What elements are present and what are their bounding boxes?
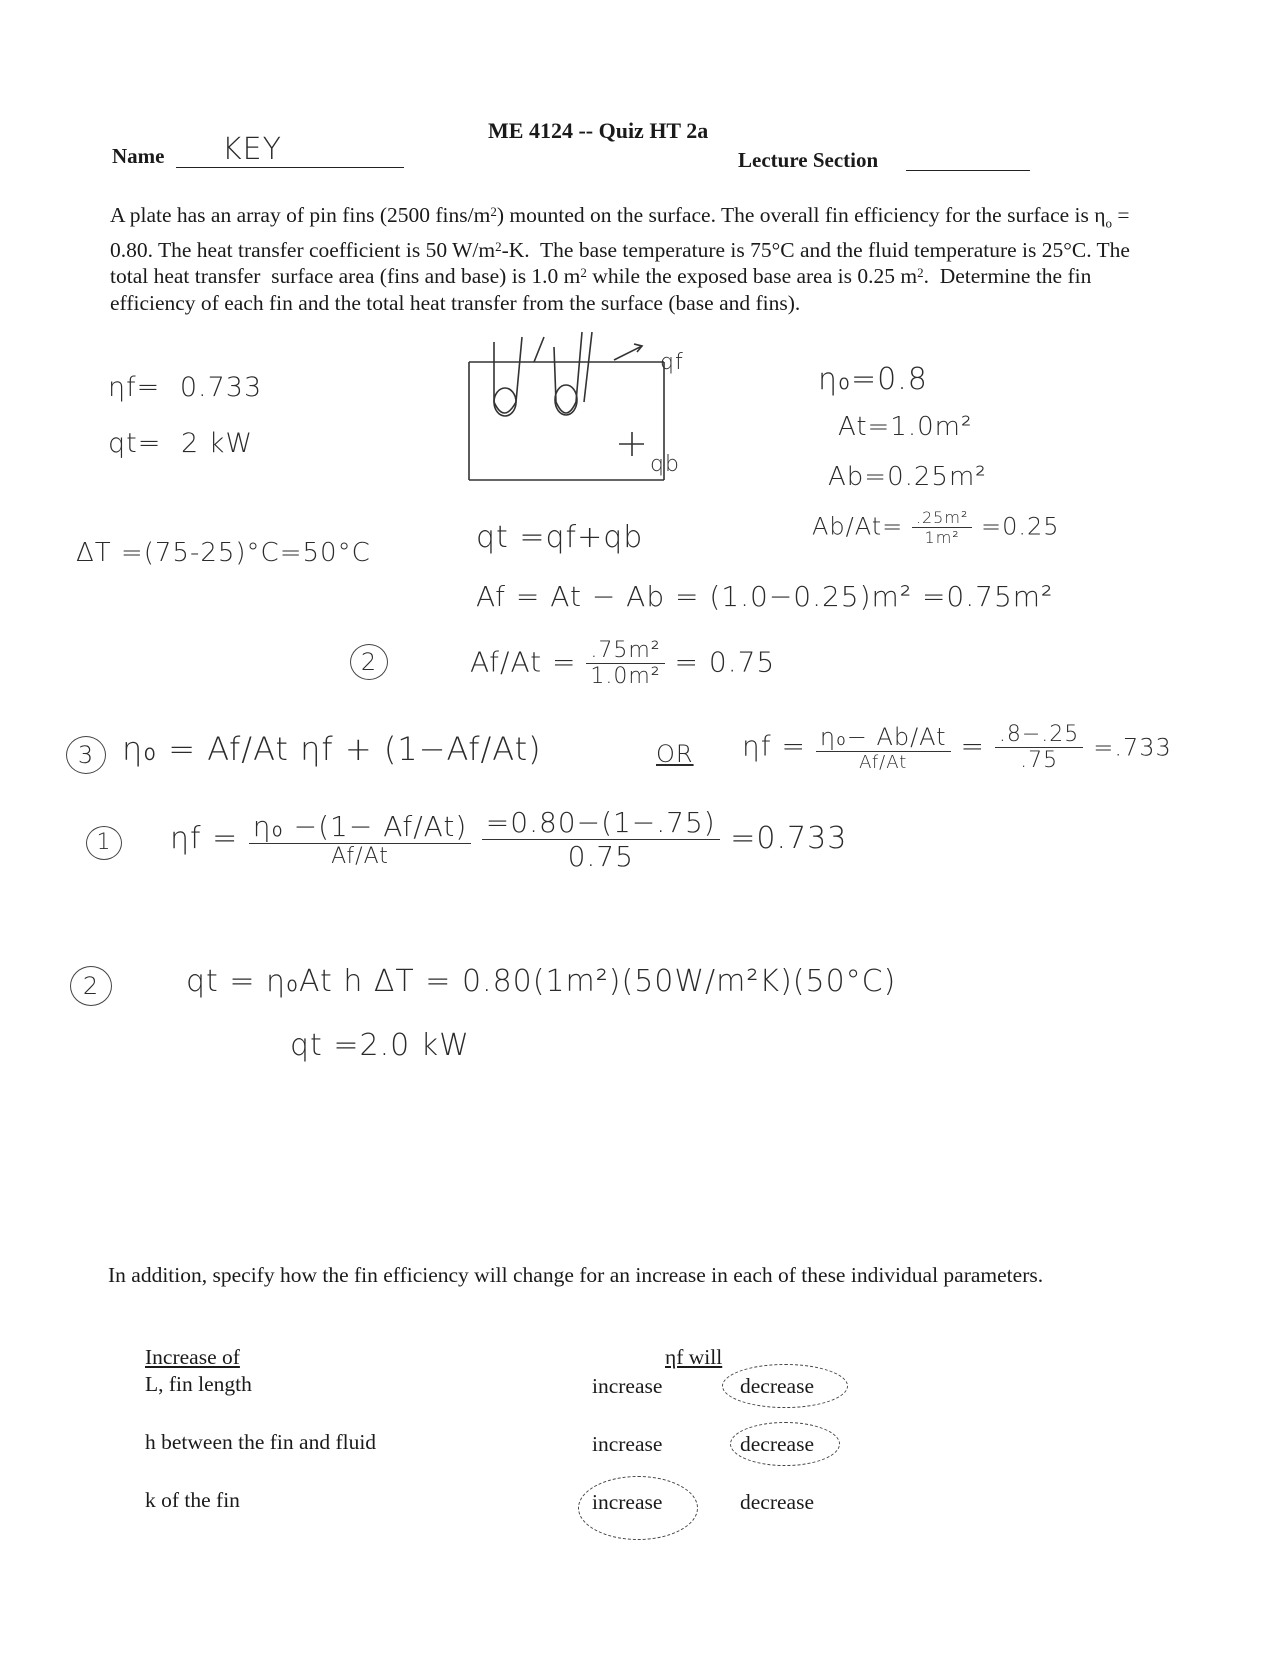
etaf-numerator-2: =0.80−(1−.75) [482,806,720,840]
col-increase-of-header: Increase of [145,1345,240,1369]
pin-fin-4 [584,332,592,402]
alt-etaf-equation [742,722,1172,773]
alt-denominator: Af/At [859,751,908,773]
name-value: KEY [222,132,282,167]
points-badge-eta0: 3 [66,736,106,774]
af-at-result: = 0.75 [674,645,776,679]
ratio-result: =0.25 [981,512,1060,541]
alt-equals: = [960,729,985,763]
alt-fraction-2 [995,722,1083,773]
alt-denominator-2: .75 [1020,748,1059,773]
name-label: Name [112,144,165,168]
row-param: k of the fin [145,1488,240,1512]
ratio-label: Ab/At= [812,512,904,541]
pin-fin-1 [494,337,522,413]
q-t-value: 2 kW [180,428,254,459]
row-option-decrease: decrease [740,1490,814,1514]
selection-circle-decrease [722,1364,848,1408]
row-option-increase: increase [592,1490,663,1514]
eta-f-answer [108,372,262,403]
row-param: L, fin length [145,1372,252,1396]
qt-equation: qt = η₀At h ΔT = 0.80(1m²)(50W/m²K)(50°C) [186,964,897,999]
etaf-fraction-2 [482,806,720,873]
given-ab: Ab=0.25m² [828,462,987,492]
etaf-equation [170,806,847,873]
etaf-lhs: ηf = [170,821,239,856]
ratio-fraction [912,508,972,547]
alt-lhs: ηf = [742,729,806,763]
qt-sum: qt =qf+qb [476,520,644,555]
problem-statement: A plate has an array of pin fins (2500 fins/$m^2$) mounted on the surface. The overall fin efficiency for the surface is $\eta_o = 0.80$. The heat transfer coefficient is 50 $W/m^2-K$. The base temperature is 75°C and the fluid temperature is 25°C. The total heat transfer surface area (fins and base) is 1.0 $m^2$ while the exposed base area is 0.25 $m^2$. Determine the fin efficiency of each fin and the total heat transfer from the surface (base and fins). [110,203,1130,315]
row-option-increase: increase [592,1374,663,1398]
af-at-numerator: .75m² [586,638,664,664]
section-line [906,146,1030,171]
af-at-label: Af/At = [470,645,577,679]
row-option-decrease: decrease [740,1374,814,1398]
q-t-answer [108,428,253,459]
row-option-increase: increase [592,1432,663,1456]
af-equation: Af = At − Ab = (1.0−0.25)m² =0.75m² [476,580,1054,613]
alt-numerator-2: .8−.25 [995,722,1083,748]
section-label: Lecture Section [738,148,879,172]
q-t-label: qt= [108,428,162,459]
given-at: At=1.0m² [838,412,973,442]
af-at-fraction [586,638,664,689]
delta-t: ΔT =(75-25)°C=50°C [76,538,371,568]
alt-numerator: η₀− Ab/At [816,723,951,752]
ratio-denominator: 1m² [924,528,960,547]
qf-arrow [614,346,642,360]
ratio-numerator: .25m² [912,508,972,528]
given-eta0: η₀=0.8 [818,362,928,397]
af-at-ratio [470,638,775,689]
col-etaf-will-header: ηf will [665,1345,723,1369]
etaf-fraction [249,810,471,869]
points-badge-qt: 2 [70,966,112,1006]
eta-f-label: ηf= [108,372,161,403]
points-badge-etaf: 1 [86,826,122,860]
pin-fin-3 [554,332,582,413]
etaf-result: =0.733 [730,821,848,856]
row-option-decrease: decrease [740,1432,814,1456]
eta0-equation: η₀ = Af/At ηf + (1−Af/At) [122,730,542,768]
alt-fraction [816,723,951,773]
points-badge-af: 2 [350,644,388,680]
etaf-denominator-2: 0.75 [567,840,634,873]
selection-circle-decrease [730,1422,840,1466]
pin-fin-1-base [494,388,516,416]
pin-fin-2-stroke [534,337,544,362]
af-at-denominator: 1.0m² [590,664,661,689]
row-param: h between the fin and fluid [145,1430,377,1454]
diagram-qb-label: qb [650,452,680,477]
addition-intro: In addition, specify how the fin efficiency will change for an increase in each of these individual parameters. [108,1263,1044,1287]
ratio-ab-at [812,508,1060,547]
alt-result: =.733 [1093,733,1172,762]
quiz-title: ME 4124 -- Quiz HT 2a [488,118,709,143]
or-label: OR [656,740,694,768]
qt-result: qt =2.0 kW [290,1028,470,1063]
name-line [176,140,404,168]
etaf-denominator: Af/At [331,844,389,869]
pin-fin-3-base [555,385,577,415]
etaf-numerator: η₀ −(1− Af/At) [249,810,471,844]
eta-f-value: 0.733 [179,372,263,403]
selection-circle-increase [578,1476,698,1540]
diagram-qf-label: qf [660,350,684,375]
